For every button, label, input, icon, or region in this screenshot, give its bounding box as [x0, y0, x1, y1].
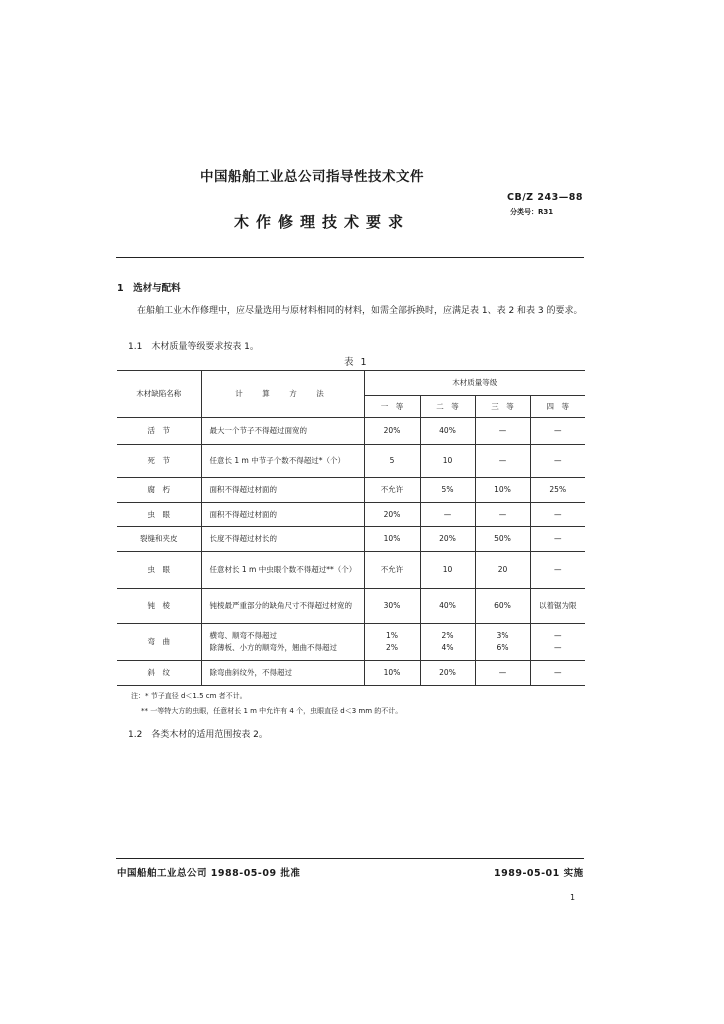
method-cell: 面积不得超过材面的	[201, 502, 364, 527]
defect-name: 虫 眼	[117, 552, 201, 589]
grade-2-value	[420, 624, 475, 661]
grade-4-value-a: —	[554, 631, 562, 641]
grade-3-value: —	[475, 445, 530, 478]
method-line-1: 横弯、顺弯不得超过	[209, 631, 277, 641]
table-row	[117, 661, 585, 686]
page-number: 1	[570, 893, 576, 902]
method-cell: 面积不得超过材面的	[201, 478, 364, 503]
grade-1-value-a: 1%	[386, 631, 398, 641]
grade-4-value: 以着锯为限	[530, 589, 585, 624]
defect-name: 腐 朽	[117, 478, 201, 503]
subsection-1-1: 1.1 木材质量等级要求按表 1。	[128, 342, 259, 352]
grade-1-value	[364, 624, 420, 661]
grade-4-value: —	[530, 552, 585, 589]
section-1-paragraph: 在船舶工业木作修理中，应尽量选用与原材料相同的材料，如需全部拆换时，应满足表 1、表 2 和表 3 的要求。	[137, 306, 583, 316]
grade-2-value-a: 2%	[441, 631, 454, 641]
wood-quality-grade-table	[117, 370, 585, 686]
grade-2-value: 20%	[420, 527, 475, 552]
table-row	[117, 502, 585, 527]
table-1-caption: 表 1	[344, 357, 369, 368]
grade-1-value-b: 2%	[386, 643, 398, 653]
section-1-heading: 1 选材与配料	[117, 283, 181, 294]
defect-name: 活 节	[117, 418, 201, 445]
table-note-2: ** 一等特大方的虫眼，任意材长 1 m 中允许有 4 个，虫眼直径 d＜3 mm 的不计。	[141, 707, 403, 715]
grade-1-value: 20%	[364, 502, 420, 527]
grade-3-value-b: 6%	[496, 643, 509, 653]
document-title: 木作修理技术要求	[234, 213, 411, 231]
grade-2-value: 20%	[420, 661, 475, 686]
table-row	[117, 552, 585, 589]
grade-4-value: —	[530, 445, 585, 478]
grade-3-value: —	[475, 502, 530, 527]
footer-divider	[116, 858, 584, 859]
header-grade-3: 三 等	[475, 395, 530, 418]
grade-2-value: 40%	[420, 589, 475, 624]
issuing-organization: 中国船舶工业总公司指导性技术文件	[200, 169, 424, 185]
approval-line: 中国船舶工业总公司 1988-05-09 批准	[117, 868, 301, 879]
grade-1-value: 10%	[364, 661, 420, 686]
grade-3-value-a: 3%	[496, 631, 509, 641]
subsection-1-2: 1.2 各类木材的适用范围按表 2。	[128, 730, 268, 740]
header-divider	[116, 257, 584, 258]
defect-name: 斜 纹	[117, 661, 201, 686]
grade-4-value: —	[530, 661, 585, 686]
table-row	[117, 418, 585, 445]
method-cell: 长度不得超过材长的	[201, 527, 364, 552]
table-row	[117, 589, 585, 624]
grade-3-value: 10%	[475, 478, 530, 503]
grade-2-value: 5%	[420, 478, 475, 503]
grade-1-value: 20%	[364, 418, 420, 445]
header-defect-name: 木材缺陷名称	[117, 371, 201, 418]
table-row	[117, 478, 585, 503]
table-row	[117, 624, 585, 661]
defect-name: 弯 曲	[117, 624, 201, 661]
grade-3-value: —	[475, 661, 530, 686]
grade-4-value-b: —	[554, 643, 562, 653]
grade-4-value: —	[530, 527, 585, 552]
classification-number: 分类号：R31	[510, 208, 554, 216]
grade-4-value: —	[530, 418, 585, 445]
grade-3-value: —	[475, 418, 530, 445]
grade-1-value: 不允许	[364, 478, 420, 503]
grade-2-value: 40%	[420, 418, 475, 445]
grade-1-value: 10%	[364, 527, 420, 552]
defect-name: 虫 眼	[117, 502, 201, 527]
grade-4-value: —	[530, 502, 585, 527]
header-grade-2: 二 等	[420, 395, 475, 418]
header-grade-group: 木材质量等级	[364, 371, 585, 396]
grade-2-value: 10	[420, 552, 475, 589]
grade-4-value	[530, 624, 585, 661]
standard-code: CB/Z 243—88	[507, 192, 583, 203]
method-cell: 最大一个节子不得超过面宽的	[201, 418, 364, 445]
grade-3-value: 60%	[475, 589, 530, 624]
header-grade-4: 四 等	[530, 395, 585, 418]
grade-3-value: 20	[475, 552, 530, 589]
grade-1-value: 5	[364, 445, 420, 478]
method-cell: 任意长 1 m 中节子个数不得超过*（个）	[201, 445, 364, 478]
header-grade-1: 一 等	[364, 395, 420, 418]
grade-2-value: —	[420, 502, 475, 527]
defect-name: 钝 棱	[117, 589, 201, 624]
grade-1-value: 30%	[364, 589, 420, 624]
implementation-date: 1989-05-01 实施	[494, 868, 584, 879]
grade-3-value	[475, 624, 530, 661]
method-cell	[201, 624, 364, 661]
grade-4-value: 25%	[530, 478, 585, 503]
grade-1-value: 不允许	[364, 552, 420, 589]
method-cell: 钝棱最严重部分的缺角尺寸不得超过材宽的	[201, 589, 364, 624]
table-header-row	[117, 371, 585, 396]
method-line-2: 除薄板、小方的顺弯外，翘曲不得超过	[209, 643, 337, 653]
defect-name: 死 节	[117, 445, 201, 478]
header-method: 计 算 方 法	[201, 371, 364, 418]
defect-name: 裂缝和夹皮	[117, 527, 201, 552]
grade-2-value-b: 4%	[441, 643, 454, 653]
method-cell: 除弯曲斜纹外，不得超过	[201, 661, 364, 686]
table-note-1: 注：* 节子直径 d＜1.5 cm 者不计。	[131, 692, 247, 700]
table-row	[117, 445, 585, 478]
grade-2-value: 10	[420, 445, 475, 478]
method-cell: 任意材长 1 m 中虫眼个数不得超过**（个）	[201, 552, 364, 589]
table-row	[117, 527, 585, 552]
grade-3-value: 50%	[475, 527, 530, 552]
